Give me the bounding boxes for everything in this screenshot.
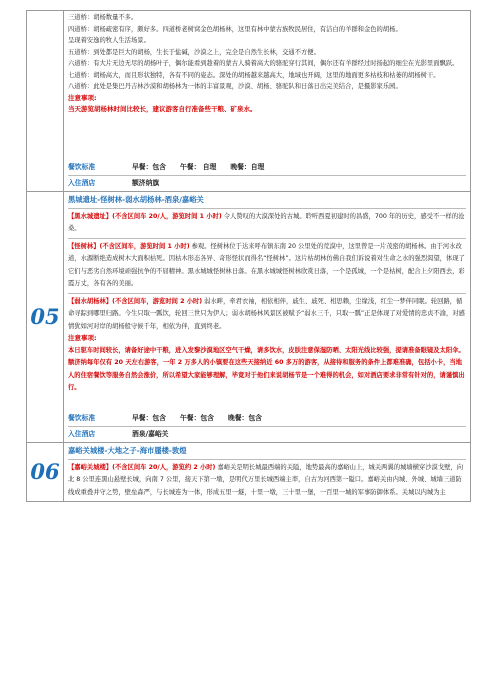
note-heading: 注意事项: (68, 334, 97, 342)
spot-line: 四道桥：胡杨疏密有序，颇好多。四道桥老树窝金色胡杨林，这里有林中蒙古族牧民居住，有洁白的羊群和金色的胡杨。 (68, 25, 402, 33)
spot-desc: 参观。怪树林位于达来呼布镇东南 20 公里处的荒漠中，这里曾是一片茂密的胡杨林。由于河水改道，水源断绝造成树木大面积枯死。因枯木形态各异、奇形怪状而得名“怪树林”。这片枯胡林仿佛自我们诉说着对生命之水的强烈渴望，体现了它们与恶劣自然环境顽强抗争的不屈精神。黑水城城怪树林日落。在黑水城城怪树林欣赏日落，一个是孤城，一个是枯树，配合上夕阳西去，彩霞万丈，各有各的美丽。 (68, 242, 465, 287)
dinner: 晚餐：包含 (227, 413, 262, 422)
spot-desc: 弱水畔，牵君衣袖，相依相伴，戚生、戚死、相思赖，尘缘浅，红尘一梦伴同眠。轮回路，循命寻踪到哪里归路。今生只取一瓢饮，轮回三世只为伊人；弱水胡杨林风景区被赋予“弱水三千，只取一瓢”正是体现了对爱情的忠贞不渝，对感情犹如河对岸的胡杨般守候千年，相依为伴，直到终老。 (68, 297, 465, 330)
dinner: 晚餐：自理 (230, 162, 265, 171)
hotel-name: 额济纳旗 (132, 178, 160, 187)
lunch: 午餐：包含 (179, 413, 214, 422)
day-number: 05 (30, 304, 60, 329)
note-heading: 注意事项: (68, 93, 97, 102)
spot-line: 六道桥：有大片无边无尽的胡杨叶子，偶尔能看到趁着的蒙古人骑着高大的骆驼穿行其间，偶尔还有羊群经过时扬起的细尘在光影里面飘跃。 (68, 60, 459, 67)
meal-row (68, 162, 466, 173)
spot-paragraph (68, 241, 466, 291)
note-text: 额济纳每年仅有 20 天左右游客，一年 2 万多人的小镇要在这些天接纳近 60 多万的游客，从接待和服务的条件上都难准确，包括小卡，当地人的住宿餐饮等服务自然会涨价，所以希望大家能够理解，毕竟对于他们来说胡杨节是一个难得的机会，如对酒店要求非常有针对的，请谨慎出行。 (68, 359, 465, 391)
spot-desc: 令人赞叹的大漠深处的古城。聆听西夏初建时的昌盛，700 年的历史，感受不一样的沧桑。 (68, 212, 465, 232)
day-title: 黑城遗址-怪树林-弱水胡杨林-酒泉/嘉峪关 (68, 194, 204, 204)
spot-line: 三道桥：胡杨数量不多。 (68, 14, 138, 21)
day-04-content (64, 11, 471, 192)
hotel-row (68, 429, 466, 440)
spot-line: 呈现着安逸的牧人生活场景。 (68, 37, 150, 44)
breakfast: 早餐：包含 (132, 162, 166, 171)
note-text: 本日驱车时间较长，请备好途中干粮，进入发黎沙漠地区空气干燥，请多饮水，皮肤注意保湿防晒、太阳光线比较强，提请准备眼镜及太阳伞。 (68, 346, 465, 354)
meal-label: 餐饮标准 (68, 162, 96, 171)
hotel-label: 入住酒店 (68, 429, 96, 438)
meal-label: 餐饮标准 (68, 413, 96, 422)
day-06-content (64, 442, 471, 502)
day-title: 嘉峪关城楼-大地之子-海市蜃楼-敦煌 (68, 445, 187, 455)
hotel-name: 酒泉/嘉峪关 (132, 429, 169, 438)
spot-paragraph (68, 462, 466, 500)
spot-name: 【黑水城遗址】(不含区间车 20/人，游览时间 1 小时) (68, 212, 222, 220)
itinerary-table (26, 10, 471, 502)
spot-name: 【怪树林】(不含区间车，游览时间 1 小时) (68, 242, 190, 250)
spot-line: 八道桥：此处是集巴丹吉林沙漠和胡杨林为一体的丰富景观，沙漠、胡杨、骆驼队和日落日出完美结合，是摄影家乐园。 (68, 83, 402, 90)
lunch: 午餐： 自理 (179, 162, 217, 171)
spot-name: 【弱水胡杨林】(不含区间车，游览时间 2 小时) (68, 297, 203, 305)
note-text: 当天游览胡杨林时间比较长，建议游客自行准备些干粮、矿泉水。 (68, 105, 257, 113)
day-number: 06 (30, 459, 60, 485)
day-05-content (64, 191, 471, 442)
day-06-number-cell (27, 442, 64, 502)
spot-desc: 嘉峪关是明长城最西端的关隘，地势最高的嘉峪山上，城关两翼的城墙横穿沙漠戈壁，向北 8 公里连黑山悬壁长城，向南 7 公里，接天下第一墩，是明代万里长城西端主率，自古为河西第一隘口。嘉峪关由内城、外城、城墙三道防线成重叠并守之势，壁垒森严，与长城连为一体，形成五里一燧，十里一墩，三十里一堡，一百里一城的军事防御体系。关城以内城为主 (68, 463, 464, 496)
meal-row (68, 413, 466, 424)
day-04-number-cell (27, 11, 64, 192)
spot-line: 五道桥：到处都是巨大的胡杨，生长于盐碱，沙漠之上，完全是自然生长林，交通不方便。 (68, 48, 320, 56)
breakfast: 早餐：包含 (132, 413, 166, 422)
day-05-number-cell (27, 191, 64, 442)
spot-paragraph (68, 296, 466, 334)
hotel-label: 入住酒店 (68, 178, 96, 187)
spot-paragraph (68, 211, 466, 236)
spot-line: 七道桥：胡杨高大，而且形状独特，各有不同的姿态。深处的胡杨越来越高大，地域也开阔，这里的地面更多枯枝和枯萎的胡杨树干。 (68, 71, 440, 79)
spot-name: 【嘉峪关城楼】(不含区间车 20/人，游览约 2 小时) (68, 463, 216, 471)
hotel-row (68, 178, 466, 189)
